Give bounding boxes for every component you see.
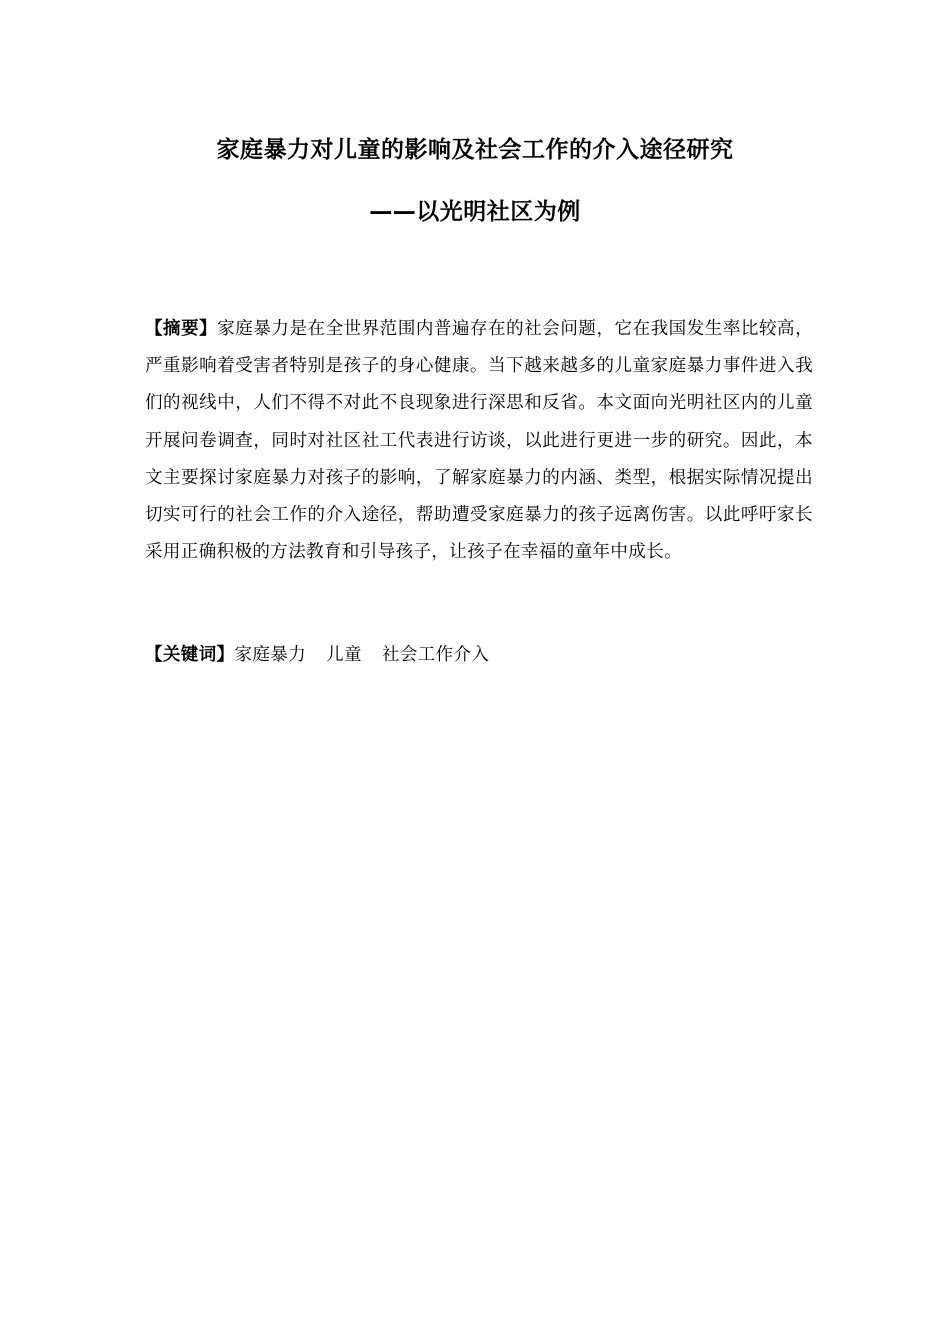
abstract-paragraph bbox=[145, 311, 813, 571]
abstract-text: 家庭暴力是在全世界范围内普遍存在的社会问题，它在我国发生率比较高，严重影响着受害者特别是孩子的身心健康。当下越来越多的儿童家庭暴力事件进入我们的视线中，人们不得不对此不良现象进行深思和反省。本文面向光明社区内的儿童开展问卷调查，同时对社区社工代表进行访谈，以此进行更进一步的研究。因此，本文主要探讨家庭暴力对孩子的影响，了解家庭暴力的内涵、类型，根据实际情况提出切实可行的社会工作的介入途径，帮助遭受家庭暴力的孩子远离伤害。以此呼吁家长采用正确积极的方法教育和引导孩子，让孩子在幸福的童年中成长。 bbox=[145, 319, 813, 563]
keyword-item: 儿童 bbox=[326, 645, 362, 665]
abstract-label: 【摘要】 bbox=[145, 319, 218, 339]
document-subtitle: ——以光明社区为例 bbox=[369, 199, 581, 225]
keyword-item: 社会工作介入 bbox=[381, 645, 490, 665]
document-title: 家庭暴力对儿童的影响及社会工作的介入途径研究 bbox=[216, 137, 734, 163]
keywords-label: 【关键词】 bbox=[145, 645, 235, 665]
keyword-item: 家庭暴力 bbox=[234, 645, 307, 665]
keywords-paragraph bbox=[145, 640, 813, 670]
